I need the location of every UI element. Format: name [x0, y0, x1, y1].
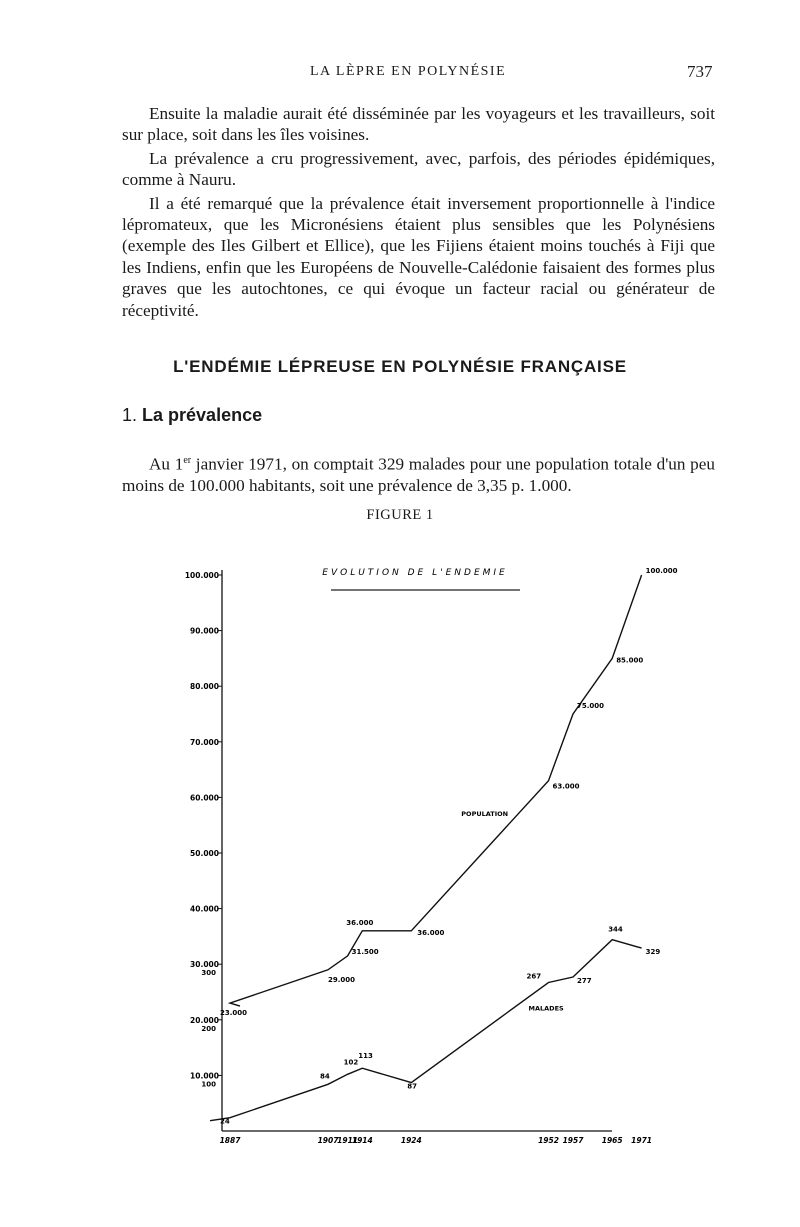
population-point-label: 29.000 — [328, 975, 356, 984]
x-tick-label: 1914 — [351, 1136, 373, 1145]
section-heading: L'ENDÉMIE LÉPREUSE EN POLYNÉSIE FRANÇAISE — [173, 357, 627, 376]
body-text — [122, 103, 715, 323]
malades-point-label: 87 — [407, 1082, 418, 1091]
population-point-label: 36.000 — [346, 918, 374, 927]
malades-series-label: MALADES — [528, 1004, 564, 1013]
paragraph-dissemination: Ensuite la maladie aurait été disséminée par les voyageurs et les travailleurs, soit sur place, soit dans les îles voisines. — [122, 104, 715, 145]
y-tick-label-population: 100.000 — [184, 571, 219, 580]
ordinal-superscript: er — [183, 455, 192, 467]
malades-point-label: 344 — [608, 925, 623, 934]
population-series-label: POPULATION — [461, 809, 509, 818]
endemic-evolution-chart — [150, 550, 678, 1150]
chart-series — [210, 567, 678, 1126]
paragraph-observations: Il a été remarqué que la prévalence était inversement proportionnelle à l'indice lépromateux, que les Micronésiens étaient plus sensibles que les Polynésiens (exemple des Iles Gilbert et Ellice), que les Fijiens étaient moins touchés à Fiji que les Indiens, enfin que les Européens de Nouvelle-Calédonie faisaient des formes plus graves que les autochtones, ce qui évoque un facteur racial ou générateur de réceptivité. — [122, 193, 715, 320]
x-tick-label: 1887 — [219, 1136, 241, 1145]
population-point-label: 85.000 — [616, 656, 644, 665]
y-tick-label-population: 80.000 — [190, 682, 219, 692]
prevalence-paragraph — [122, 450, 715, 497]
x-tick-label: 1965 — [601, 1136, 623, 1145]
y-tick-label-population: 20.000 — [190, 1015, 219, 1025]
prevalence-text-end: janvier 1971, on comptait 329 malades pour une population totale d'un peu moins de 100.000 habitants, soit une prévalence de 3,35 p. 1.000. — [122, 454, 715, 496]
running-title: LA LÈPRE EN POLYNÉSIE — [310, 64, 507, 79]
x-tick-label: 1907 — [317, 1136, 339, 1145]
malades-point-label: 329 — [645, 948, 661, 957]
x-tick-label: 1957 — [562, 1136, 584, 1145]
y-tick-label-population: 10.000 — [190, 1071, 219, 1081]
population-point-label: 23.000 — [220, 1009, 248, 1018]
y-tick-label-population: 50.000 — [190, 849, 219, 858]
population-point-label: 36.000 — [417, 928, 445, 937]
subsection-number: 1. — [122, 405, 138, 425]
chart-title: EVOLUTION DE L'ENDEMIE — [322, 568, 508, 578]
page-header — [0, 62, 800, 86]
y-tick-label-malades: 100 — [201, 1080, 216, 1089]
malades-point-label: 102 — [343, 1058, 359, 1067]
population-line — [230, 575, 642, 1006]
population-point-label: 63.000 — [552, 782, 580, 791]
malades-point-label: 113 — [358, 1052, 373, 1061]
malades-point-label: 277 — [577, 976, 592, 985]
population-point-label: 31.500 — [351, 947, 379, 956]
malades-point-label: 24 — [220, 1117, 230, 1126]
figure-caption: FIGURE 1 — [366, 507, 434, 523]
x-tick-label: 1952 — [538, 1136, 559, 1145]
x-tick-label: 1971 — [631, 1136, 653, 1145]
y-tick-label-population: 70.000 — [190, 737, 219, 747]
y-tick-label-population: 40.000 — [190, 904, 219, 914]
subsection-title: La prévalence — [142, 405, 263, 425]
x-tick-label: 1911 — [337, 1136, 359, 1145]
y-tick-label-malades: 200 — [201, 1024, 216, 1033]
x-tick-label: 1924 — [400, 1136, 422, 1145]
chart-axes — [185, 570, 652, 1145]
page-number: 737 — [687, 62, 713, 81]
y-tick-label-malades: 300 — [201, 969, 216, 978]
y-tick-label-population: 30.000 — [190, 960, 219, 970]
y-tick-label-population: 60.000 — [190, 793, 219, 803]
y-tick-label-population: 90.000 — [190, 626, 219, 636]
population-point-label: 100.000 — [645, 567, 678, 575]
malades-point-label: 267 — [526, 972, 542, 981]
subsection-heading — [122, 405, 262, 426]
prevalence-text-start: Au 1 — [149, 454, 184, 474]
population-point-label: 75.000 — [577, 702, 605, 710]
malades-point-label: 84 — [320, 1072, 330, 1081]
malades-line — [210, 940, 642, 1121]
paragraph-prevalence-growth: La prévalence a cru progressivement, avec, parfois, des périodes épidémiques, comme à Nauru. — [122, 148, 715, 190]
